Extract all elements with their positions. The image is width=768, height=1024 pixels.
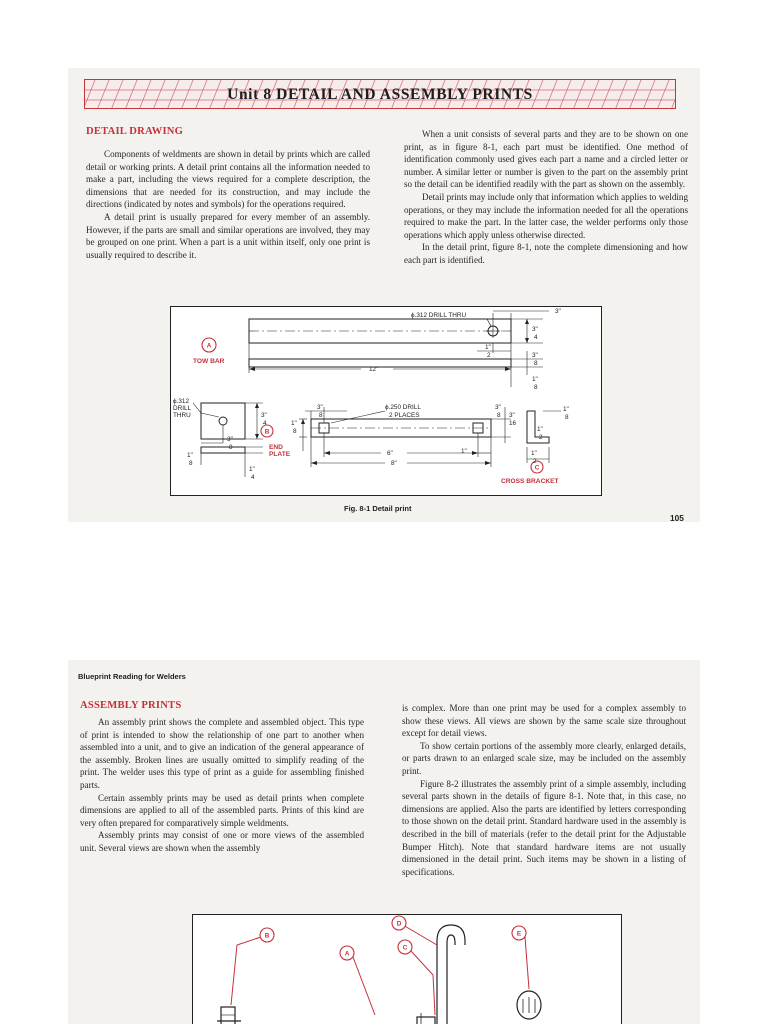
left-column-text: [86, 148, 370, 261]
frac-den: 8: [565, 414, 569, 421]
frac-den: 4: [534, 334, 538, 341]
frac-num: 3": [227, 436, 233, 443]
frac-den: 16: [509, 420, 517, 427]
dim-12-inch: 12": [369, 366, 379, 373]
frac-num: 1": [532, 376, 538, 383]
frac-den: 8: [534, 384, 538, 391]
paragraph: Components of weldments are shown in detail by prints which are called detail or working prints. A detail print contains all the information needed to make a part, including the views required for a complete description, the dimensions that are needed for its construction, and may include the directions (indicated by notes and symbols) for the operations required.: [86, 149, 370, 210]
frac-den: 4: [251, 474, 255, 481]
callout-b-letter: B: [264, 932, 270, 940]
hitch-pin-part-d: [437, 925, 465, 1024]
left-column-text: [80, 716, 364, 855]
paragraph: Assembly prints may consist of one or more views of the assembled unit. Several views are shown when the assembly: [80, 830, 364, 853]
frac-num: 3": [261, 412, 267, 419]
frac-den: 4: [263, 420, 267, 427]
callout-a-letter: A: [344, 950, 350, 958]
end-plate-edge-view: [201, 447, 245, 453]
frac-den: 8: [229, 444, 233, 451]
frac-num: 1": [531, 450, 537, 457]
paragraph: A detail print is usually prepared for every member of an assembly. However, if the parts are small and similar operations are involved, they may be grouped on one print. When a part is a unit within itself, only one print is usually required to describe it.: [86, 211, 370, 260]
frac-den: 2: [533, 458, 537, 465]
frac-den: 8: [319, 412, 323, 419]
paragraph: When a unit consists of several parts and they are to be shown on one print, as in figure 8-1, each part must be identified. One method of identification commonly used gives each part a name and a circled letter or number. A similar letter or number is given to the part on the assembly print so the detail can be identified readily with the part as shown on the assembly.: [404, 129, 688, 190]
callout-c-letter: C: [402, 944, 408, 952]
assembly-print-drawing: [193, 915, 621, 1024]
paragraph: Figure 8-2 illustrates the assembly print of a simple assembly, including several parts shown in the details of figure 8-1. Note that, in this case, no dimensions are applied. Also the parts are identified by letters corresponding to those shown on the detail print. Standard hardware used in the assembly is described in the bill of materials (refer to the detail print for the Adjustable Bumper Hitch). Note that standard hardware items are not usually dimensioned in the detail print. Such items may be shown in a listing of specifications.: [402, 778, 686, 877]
frac-num: 3": [495, 404, 501, 411]
page-title: Unit 8 DETAIL AND ASSEMBLY PRINTS: [227, 86, 533, 103]
end-plate-label-plate: PLATE: [269, 451, 291, 458]
frac-num: 1": [563, 406, 569, 413]
drill-312-note: ϕ.312: [173, 398, 190, 405]
right-column-text: [404, 128, 688, 267]
end-plate-drill-hole: [219, 417, 227, 425]
detail-drawing-heading: DETAIL DRAWING: [86, 126, 184, 137]
assembly-print-figure: [192, 914, 622, 1024]
drill-word: DRILL: [173, 405, 192, 412]
frac-den: 8: [534, 360, 538, 367]
page-106: [68, 660, 700, 1024]
paragraph: To show certain portions of the assembly more clearly, enlarged details, or parts drawn to an enlarged scale size, may be included on the assembly print.: [402, 740, 686, 776]
detail-print-drawing: [171, 307, 601, 495]
drill-thru-note: ϕ.312 DRILL THRU: [411, 312, 467, 319]
page-number: 105: [670, 513, 684, 522]
tow-bar-label: TOW BAR: [193, 358, 225, 365]
paragraph: is complex. More than one print may be used for a complex assembly to show these views. All views are shown by the same scale size throughout except for detail views.: [402, 703, 686, 739]
frac-num: 1": [537, 426, 543, 433]
paragraph: Certain assembly prints may be used as detail prints when complete dimensions are applied to all of the assembled parts. Prints of this kind are very often prepared for comparatively simple weldments.: [80, 792, 364, 828]
unit-banner: [84, 79, 676, 109]
frac-den: 8: [189, 460, 193, 467]
figure-caption: Fig. 8-1 Detail print: [344, 504, 412, 513]
running-head: Blueprint Reading for Welders: [78, 672, 186, 681]
assembly-prints-heading: ASSEMBLY PRINTS: [80, 700, 182, 711]
frac-num: 3": [532, 326, 538, 333]
frac-num: 1": [291, 420, 297, 427]
thru-word: THRU: [173, 412, 191, 419]
frac-num: 3": [532, 352, 538, 359]
paragraph: An assembly print shows the complete and assembled object. This type of print is intended to show the relationship of one part to another when assembled into a unit, and to give an indication of the general appearance of the assembly. Broken lines are usually omitted to simplify reading of the print. The welder uses this type of print as a guide for assembling finished parts.: [80, 717, 364, 790]
callout-c-letter: C: [534, 464, 540, 472]
paragraph: Detail prints may include only that information which applies to welding operations, or they may include the information needed for all the operations required to make the part. In the latter case, the welder performs only those operations which apply unless otherwise directed.: [404, 191, 688, 240]
two-places-note: 2 PLACES: [389, 412, 420, 419]
callout-d-letter: D: [396, 920, 402, 928]
page-105: [68, 68, 700, 522]
dim-1-inch: 1": [461, 448, 467, 455]
frac-num: 1": [485, 344, 491, 351]
frac-num: 3": [509, 412, 515, 419]
callout-b-letter: B: [264, 428, 270, 436]
right-column-text: [402, 702, 686, 878]
frac-num: 1": [187, 452, 193, 459]
detail-print-figure: [170, 306, 602, 496]
tow-bar-side-view: [249, 359, 511, 367]
frac-den: 8: [497, 412, 501, 419]
cross-bracket-label: CROSS BRACKET: [501, 478, 559, 485]
callout-a-letter: A: [206, 342, 212, 350]
dim-8-inch: 8": [391, 460, 397, 467]
frac-num: 3": [317, 404, 323, 411]
drill-250-note: ϕ.250 DRILL: [385, 404, 421, 411]
frac-den: 8: [293, 428, 297, 435]
frac-den: 2: [539, 434, 543, 441]
callout-e-letter: E: [516, 930, 522, 938]
paragraph: In the detail print, figure 8-1, note the complete dimensioning and how each part is identified.: [404, 242, 688, 265]
end-plate-label-end: END: [269, 444, 283, 451]
frac-num: 1": [249, 466, 255, 473]
dim-6-inch: 6": [387, 450, 393, 457]
dim-3-inch-top: 3": [555, 308, 561, 315]
frac-den: 2: [487, 352, 491, 359]
